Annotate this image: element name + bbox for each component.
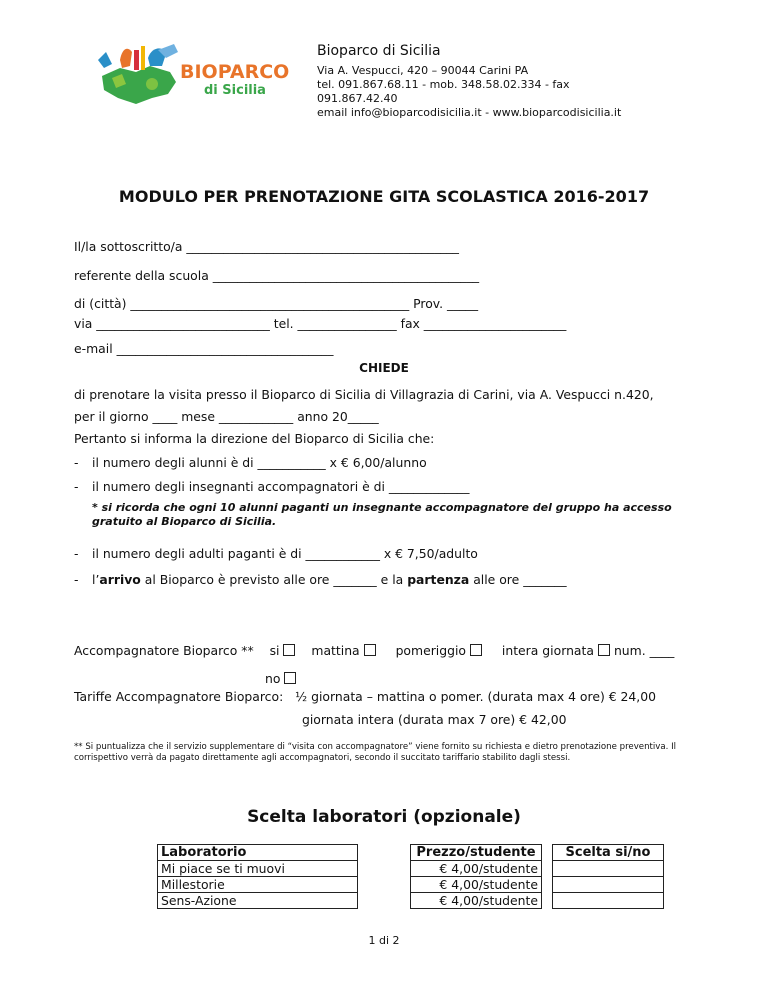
lab-name: Millestorie — [158, 877, 358, 893]
field-adulti[interactable]: il numero degli adulti paganti è di ____________ x € 7,50/adulto — [92, 546, 478, 561]
org-phone: tel. 091.867.68.11 - mob. 348.58.02.334 - fax — [317, 78, 570, 91]
no-row: no — [265, 671, 296, 686]
pomeriggio-checkbox[interactable] — [470, 644, 482, 656]
si-checkbox[interactable] — [283, 644, 295, 656]
tariffa-mezza: ½ giornata – mattina o pomer. (durata max 4 ore) € 24,00 — [295, 689, 657, 704]
bullet-dash: - — [74, 546, 79, 561]
field-date[interactable]: per il giorno ____ mese ____________ anno 20_____ — [74, 409, 379, 424]
lab-choice-cell[interactable] — [553, 893, 664, 909]
field-arrivo-partenza[interactable]: l’arrivo al Bioparco è previsto alle ore _______ e la partenza alle ore _______ — [92, 572, 567, 587]
labs-title: Scelta laboratori (opzionale) — [247, 807, 521, 827]
field-alunni[interactable]: il numero degli alunni è di ___________ x € 6,00/alunno — [92, 455, 427, 470]
field-referente[interactable]: referente della scuola ___________________________________________ — [74, 268, 480, 283]
logo-text-main: BIOPARCO — [180, 61, 290, 83]
footnote: ** Si puntualizza che il servizio supplementare di “visita con accompagnatore” viene fornito su richiesta e dietro prenotazione preventiva. Il corrispettivo verrà da pagato direttamente agli accompagnatori, secondo il succitato tariffario stabilito dagli stessi. — [74, 742, 677, 763]
lab-choice-cell[interactable] — [553, 877, 664, 893]
logo-text-sub: di Sicilia — [204, 83, 266, 98]
tariffe-row — [74, 689, 656, 704]
table-row — [158, 861, 664, 877]
table-row — [158, 877, 664, 893]
teacher-note: * si ricorda che ogni 10 alunni paganti un insegnante accompagnatore del gruppo ha accesso gratuito al Bioparco di Sicilia. — [92, 501, 672, 528]
no-checkbox[interactable] — [284, 672, 296, 684]
tariffe-label: Tariffe Accompagnatore Bioparco: — [74, 689, 284, 704]
bioparco-logo — [92, 38, 302, 108]
bullet-dash: - — [74, 572, 79, 587]
org-name: Bioparco di Sicilia — [317, 43, 441, 59]
bullet-dash: - — [74, 479, 79, 494]
lab-name: Sens-Azione — [158, 893, 358, 909]
lab-name: Mi piace se ti muovi — [158, 861, 358, 877]
field-email[interactable]: e-mail ___________________________________ — [74, 341, 334, 356]
table-row — [158, 893, 664, 909]
field-sottoscritto[interactable]: Il/la sottoscritto/a ____________________________________________ — [74, 239, 459, 254]
lab-price: € 4,00/studente — [411, 893, 542, 909]
lab-choice-cell[interactable] — [553, 861, 664, 877]
lab-price: € 4,00/studente — [411, 861, 542, 877]
field-insegnanti[interactable]: il numero degli insegnanti accompagnatori è di _____________ — [92, 479, 470, 494]
page-number: 1 di 2 — [368, 934, 400, 947]
labs-header-scelta: Scelta si/no — [553, 845, 664, 861]
num-field[interactable]: num. ____ — [613, 643, 675, 658]
request-text: di prenotare la visita presso il Bioparco di Sicilia di Villagrazia di Carini, via A. Vespucci n.420, — [74, 387, 654, 402]
labs-header-prezzo: Prezzo/studente — [411, 845, 542, 861]
field-via-tel-fax[interactable]: via ____________________________ tel. ________________ fax _______________________ — [74, 316, 567, 331]
field-citta-prov[interactable]: di (città) _____________________________________________ Prov. _____ — [74, 296, 479, 311]
inform-text: Pertanto si informa la direzione del Bioparco di Sicilia che: — [74, 431, 435, 446]
lab-price: € 4,00/studente — [411, 877, 542, 893]
intera-giornata-checkbox[interactable] — [598, 644, 610, 656]
org-address: Via A. Vespucci, 420 – 90044 Carini PA — [317, 64, 529, 77]
org-email: email info@bioparcodisicilia.it - www.bioparcodisicilia.it — [317, 106, 622, 119]
accompagnatore-row: Accompagnatore Bioparco ** si mattina pomeriggio intera giornata num. ____ — [74, 643, 675, 658]
accompagnatore-label: Accompagnatore Bioparco ** — [74, 643, 254, 658]
letterhead — [317, 42, 621, 120]
chiede-heading: CHIEDE — [359, 361, 409, 375]
labs-header-laboratorio: Laboratorio — [158, 845, 358, 861]
page-title: MODULO PER PRENOTAZIONE GITA SCOLASTICA 2016-2017 — [118, 187, 650, 206]
org-fax: 091.867.42.40 — [317, 92, 398, 105]
labs-table — [157, 844, 664, 909]
mattina-checkbox[interactable] — [364, 644, 376, 656]
tariffa-intera: giornata intera (durata max 7 ore) € 42,00 — [302, 712, 567, 727]
bullet-dash: - — [74, 455, 79, 470]
